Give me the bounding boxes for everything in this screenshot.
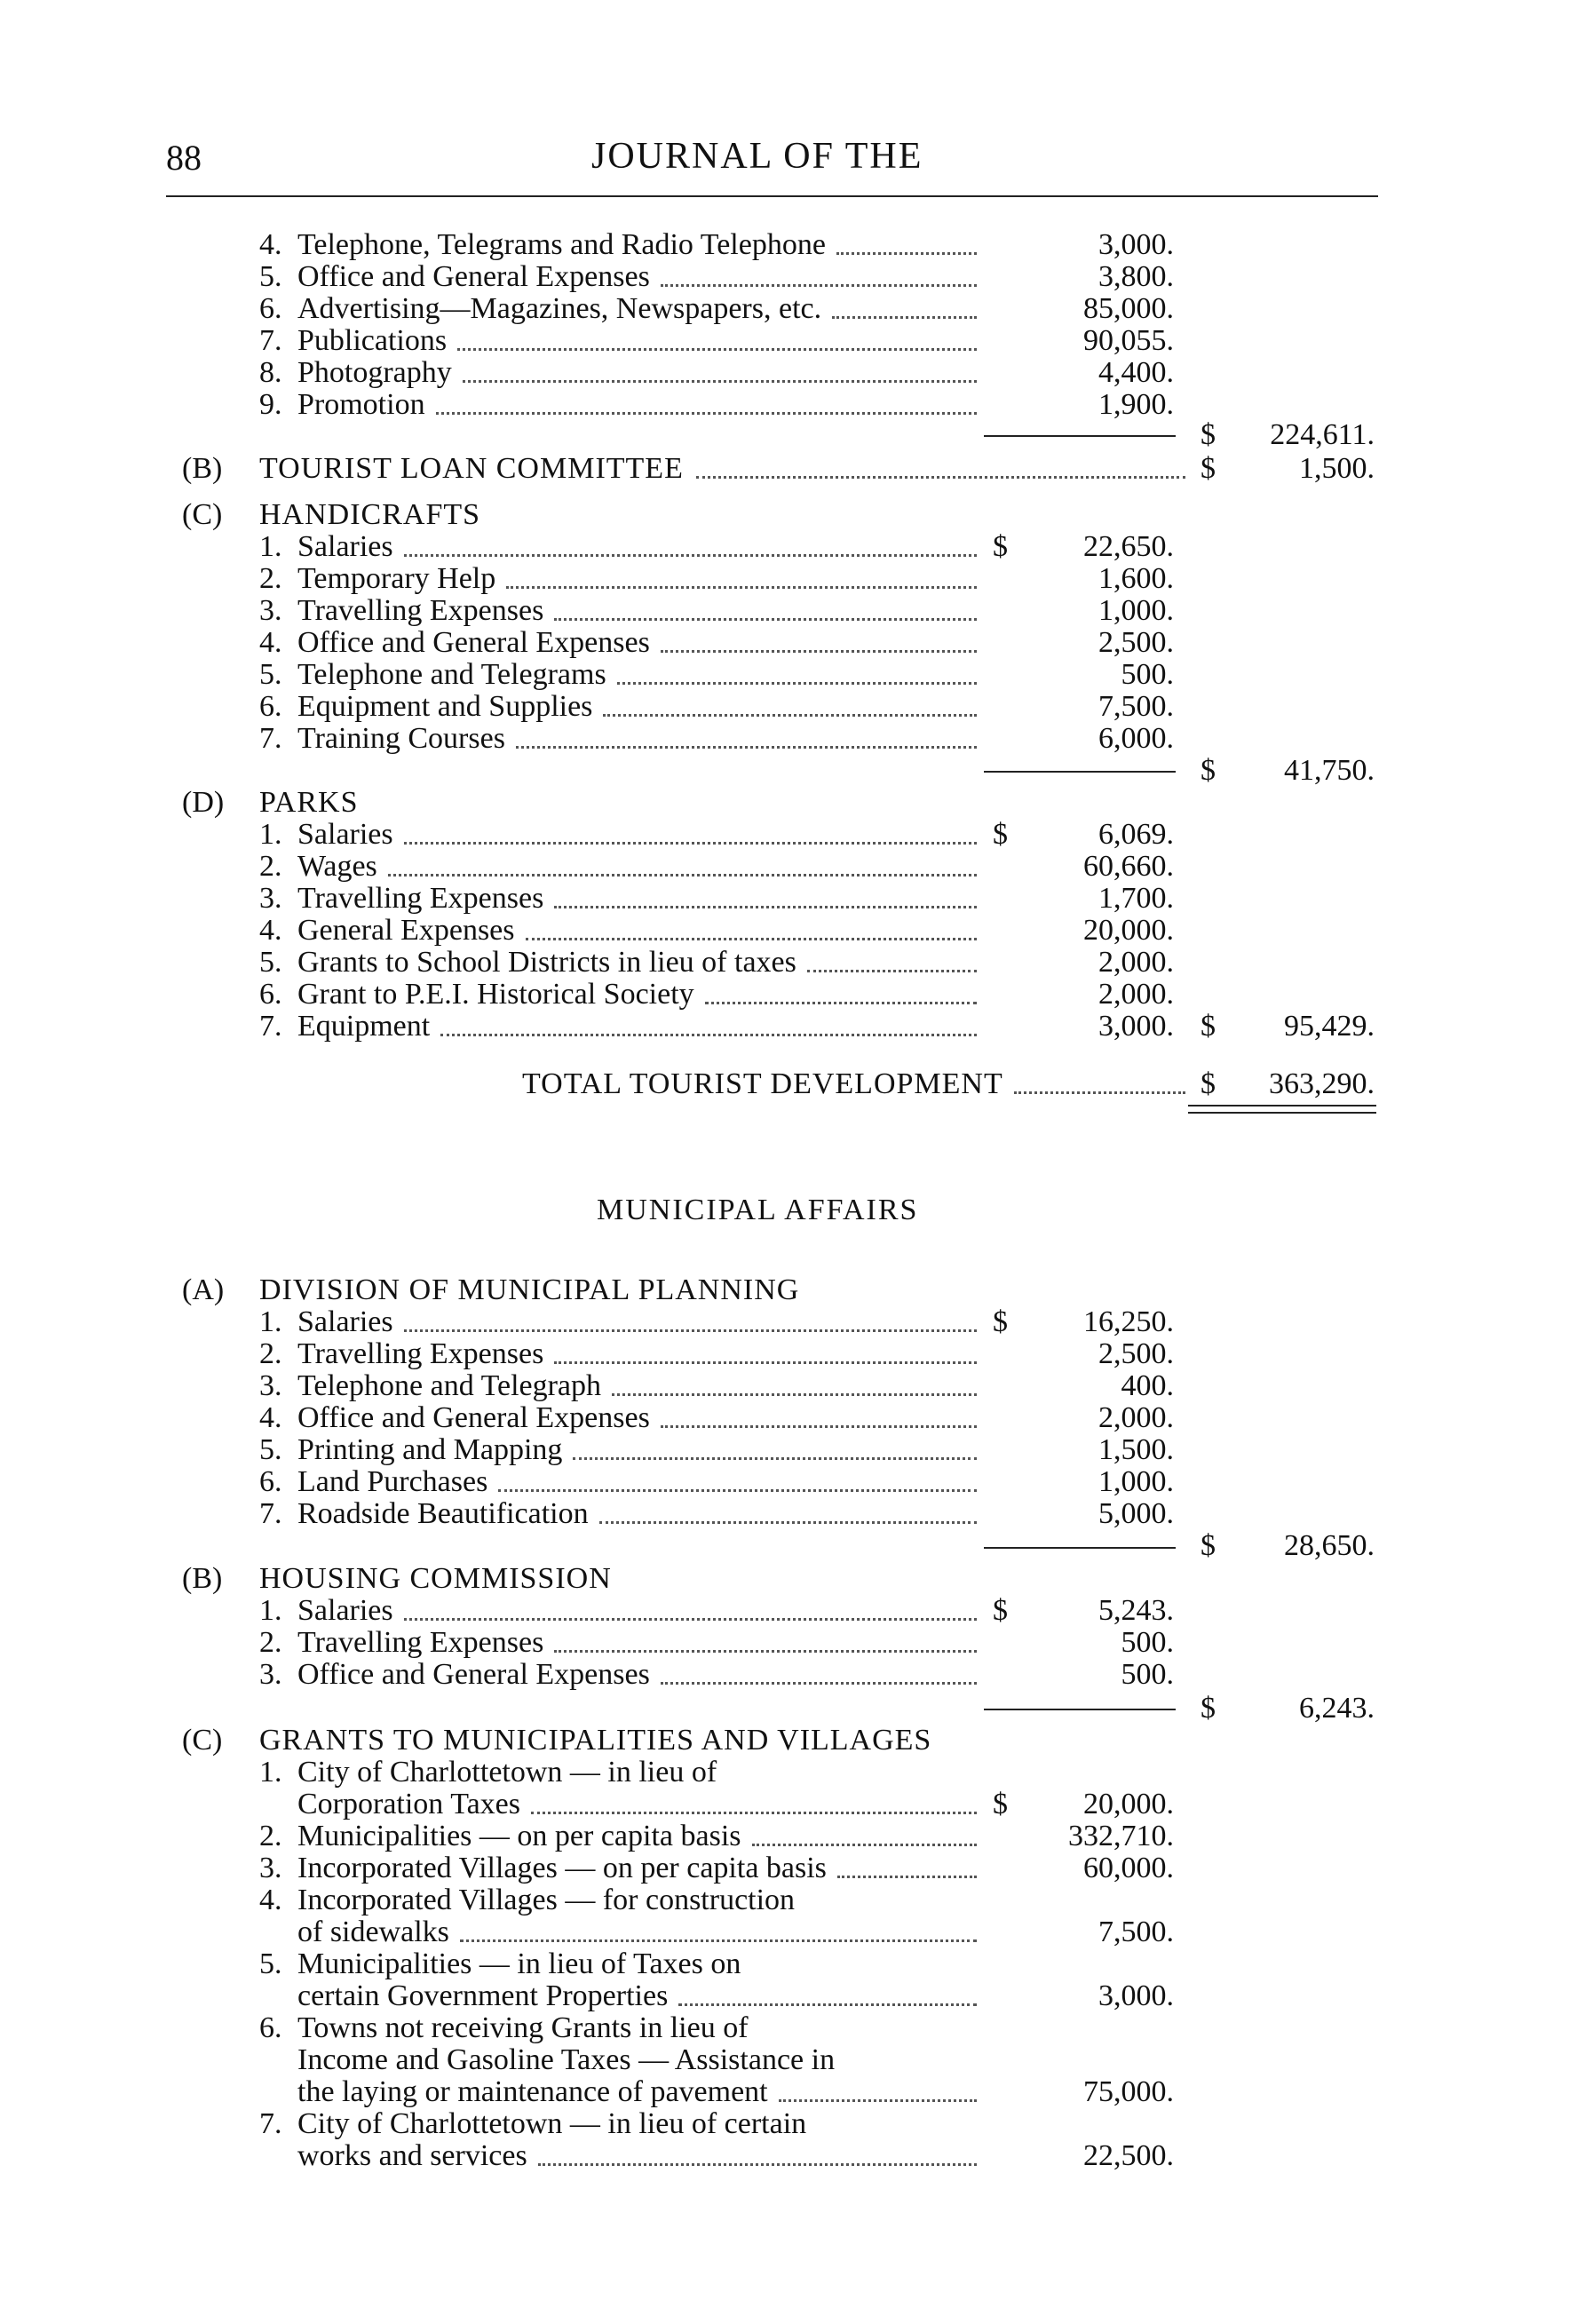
item-amount: 7,500. [1098,690,1174,723]
subtotal-amount: 1,500. [1299,452,1375,485]
dot-leader [440,1034,977,1036]
item-label: Salaries [297,818,393,851]
dot-leader [498,1489,977,1492]
item-label: Telephone and Telegrams [297,658,606,691]
item-label: Temporary Help [297,562,496,595]
item-amount: 3,000. [1098,1010,1174,1043]
item-label: Salaries [297,1594,393,1627]
dot-leader [531,1812,977,1814]
dot-leader [836,252,977,255]
dot-leader [661,650,977,653]
dot-leader [603,714,977,717]
item-number: 1. [259,530,282,563]
item-label: of sidewalks [297,1916,449,1948]
dot-leader [463,380,977,383]
item-number: 6. [259,978,282,1011]
dollar-sign: $ [1201,754,1216,787]
item-label: Land Purchases [297,1465,488,1498]
item-number: 2. [259,1337,282,1370]
dollar-sign: $ [1201,1692,1216,1725]
section-letter: (B) [182,452,223,485]
item-label: Travelling Expenses [297,1337,544,1370]
item-number: 1. [259,1305,282,1338]
item-amount: 22,500. [1083,2139,1174,2172]
item-label: Equipment [297,1010,431,1043]
item-number: 5. [259,946,282,979]
dot-leader [460,1939,977,1942]
dot-leader [506,586,977,589]
dot-leader [457,348,977,351]
section-letter: (D) [182,786,225,819]
dot-leader [696,476,1185,479]
dot-leader [554,1650,977,1653]
item-number: 5. [259,260,282,293]
total-double-rule [1188,1112,1376,1114]
subtotal-amount: 6,243. [1299,1692,1375,1725]
dot-leader [404,1618,977,1621]
item-number: 1. [259,818,282,851]
item-number: 5. [259,658,282,691]
item-label: Travelling Expenses [297,1626,544,1659]
dot-leader [554,906,977,908]
dot-leader [661,1425,977,1428]
item-number: 2. [259,850,282,883]
section-letter: (C) [182,498,223,531]
item-amount: 2,000. [1098,946,1174,979]
dollar-sign: $ [1201,452,1216,485]
section-letter: (B) [182,1562,223,1595]
item-number: 8. [259,356,282,389]
item-number: 6. [259,1465,282,1498]
dollar-sign: $ [993,530,1008,563]
item-amount: 500. [1121,1658,1174,1691]
dot-leader [612,1393,977,1396]
item-amount: 5,243. [1098,1594,1174,1627]
dot-leader [599,1521,977,1524]
item-amount: 16,250. [1083,1305,1174,1338]
dollar-sign: $ [1201,1010,1216,1043]
item-number: 3. [259,1658,282,1691]
item-label: Training Courses [297,722,505,755]
item-amount: 1,000. [1098,594,1174,627]
dot-leader [1014,1091,1185,1094]
dollar-sign: $ [993,1594,1008,1627]
item-label: Office and General Expenses [297,1658,650,1691]
dot-leader [752,1844,977,1846]
item-label: Roadside Beautification [297,1497,589,1530]
item-label: City of Charlottetown — in lieu of certain [297,2107,807,2140]
item-amount: 90,055. [1083,324,1174,357]
item-label: Incorporated Villages — for construction [297,1884,796,1916]
dot-leader [404,1329,977,1332]
item-label: Municipalities — on per capita basis [297,1820,741,1852]
item-label: Municipalities — in lieu of Taxes on [297,1947,741,1980]
municipal-heading: MUNICIPAL AFFAIRS [597,1194,919,1226]
dot-leader [832,316,977,319]
item-amount: 400. [1121,1369,1174,1402]
total-amount: 363,290. [1269,1067,1375,1100]
item-number: 6. [259,292,282,325]
item-number: 7. [259,324,282,357]
item-amount: 60,000. [1083,1852,1174,1884]
header-rule [166,195,1378,197]
item-number: 3. [259,1852,282,1884]
item-label: Telephone, Telegrams and Radio Telephone [297,228,826,261]
item-number: 4. [259,914,282,947]
item-number: 2. [259,1626,282,1659]
item-number: 2. [259,562,282,595]
item-label: Towns not receiving Grants in lieu of [297,2011,749,2044]
item-label: works and services [297,2139,527,2172]
section-title: PARKS [259,786,359,819]
section-title: TOURIST LOAN COMMITTEE [259,452,684,485]
item-label: certain Government Properties [297,1979,669,2012]
dollar-sign: $ [1201,1067,1216,1100]
item-number: 4. [259,626,282,659]
dot-leader [554,618,977,621]
item-label: Corporation Taxes [297,1788,520,1820]
item-number: 7. [259,1010,282,1043]
subtotal-rule [984,771,1176,773]
item-amount: 500. [1121,1626,1174,1659]
item-label: General Expenses [297,914,515,947]
item-label: Publications [297,324,448,357]
dollar-sign: $ [993,1305,1008,1338]
total-double-rule [1188,1105,1376,1106]
dollar-sign: $ [993,818,1008,851]
item-number: 5. [259,1947,282,1980]
dot-leader [538,2163,977,2166]
item-number: 7. [259,2107,282,2140]
item-amount: 22,650. [1083,530,1174,563]
item-amount: 1,700. [1098,882,1174,915]
item-number: 4. [259,1401,282,1434]
item-label: Office and General Expenses [297,260,650,293]
item-number: 6. [259,690,282,723]
item-label: Equipment and Supplies [297,690,593,723]
item-number: 3. [259,594,282,627]
item-number: 2. [259,1820,282,1852]
item-amount: 2,500. [1098,1337,1174,1370]
item-label: Wages [297,850,377,883]
subtotal-amount: 95,429. [1284,1010,1375,1043]
item-amount: 2,500. [1098,626,1174,659]
item-label: Printing and Mapping [297,1433,563,1466]
item-number: 7. [259,1497,282,1530]
dot-leader [526,938,977,940]
item-number: 4. [259,228,282,261]
dot-leader [573,1457,977,1460]
dot-leader [617,682,977,685]
item-amount: 3,000. [1098,1979,1174,2012]
item-amount: 2,000. [1098,978,1174,1011]
item-number: 3. [259,1369,282,1402]
item-amount: 1,500. [1098,1433,1174,1466]
dollar-sign: $ [1201,418,1216,451]
dot-leader [554,1361,977,1364]
item-amount: 332,710. [1068,1820,1174,1852]
subtotal-amount: 41,750. [1284,754,1375,787]
section-title: HOUSING COMMISSION [259,1562,612,1595]
item-amount: 20,000. [1083,914,1174,947]
item-amount: 7,500. [1098,1916,1174,1948]
section-title: GRANTS TO MUNICIPALITIES AND VILLAGES [259,1724,932,1757]
item-number: 1. [259,1594,282,1627]
section-letter: (C) [182,1724,223,1757]
subtotal-amount: 28,650. [1284,1529,1375,1562]
item-label: Income and Gasoline Taxes — Assistance in [297,2043,836,2076]
item-label: Salaries [297,530,393,563]
item-label: Travelling Expenses [297,594,544,627]
dot-leader [807,970,977,972]
subtotal-rule [984,1709,1176,1710]
dollar-sign: $ [1201,1529,1216,1562]
item-label: City of Charlottetown — in lieu of [297,1756,717,1789]
item-label: Salaries [297,1305,393,1338]
dot-leader [661,1682,977,1685]
section-letter: (A) [182,1273,225,1306]
page-title: JOURNAL OF THE [591,136,923,177]
item-amount: 6,000. [1098,722,1174,755]
subtotal-rule [984,435,1176,437]
subtotal-rule [984,1547,1176,1549]
item-label: Telephone and Telegraph [297,1369,602,1402]
dot-leader [404,554,977,557]
item-label: Office and General Expenses [297,626,650,659]
item-number: 6. [259,2011,282,2044]
subtotal-amount: 224,611. [1270,418,1375,451]
item-number: 3. [259,882,282,915]
item-amount: 75,000. [1083,2075,1174,2108]
dot-leader [436,412,977,415]
item-label: Grant to P.E.I. Historical Society [297,978,694,1011]
item-number: 5. [259,1433,282,1466]
dot-leader [705,1002,977,1004]
total-label: TOTAL TOURIST DEVELOPMENT [522,1067,1003,1100]
item-amount: 60,660. [1083,850,1174,883]
section-title: HANDICRAFTS [259,498,481,531]
dot-leader [661,284,977,287]
item-label: Office and General Expenses [297,1401,650,1434]
item-amount: 1,600. [1098,562,1174,595]
item-amount: 1,900. [1098,388,1174,421]
dot-leader [837,1876,977,1878]
item-amount: 2,000. [1098,1401,1174,1434]
item-number: 4. [259,1884,282,1916]
item-amount: 20,000. [1083,1788,1174,1820]
item-label: Promotion [297,388,425,421]
item-label: Photography [297,356,452,389]
item-label: the laying or maintenance of pavement [297,2075,768,2108]
item-amount: 4,400. [1098,356,1174,389]
item-label: Incorporated Villages — on per capita basis [297,1852,827,1884]
item-amount: 6,069. [1098,818,1174,851]
item-amount: 500. [1121,658,1174,691]
page-number: 88 [166,138,202,178]
item-label: Advertising—Magazines, Newspapers, etc. [297,292,822,325]
item-amount: 3,000. [1098,228,1174,261]
dot-leader [404,842,977,845]
item-number: 7. [259,722,282,755]
item-number: 1. [259,1756,282,1789]
dot-leader [779,2099,977,2102]
item-amount: 5,000. [1098,1497,1174,1530]
item-number: 9. [259,388,282,421]
item-label: Travelling Expenses [297,882,544,915]
item-label: Grants to School Districts in lieu of taxes [297,946,796,979]
dot-leader [678,2003,977,2006]
item-amount: 3,800. [1098,260,1174,293]
item-amount: 85,000. [1083,292,1174,325]
item-amount: 1,000. [1098,1465,1174,1498]
dot-leader [388,874,977,876]
dollar-sign: $ [993,1788,1008,1820]
dot-leader [516,746,977,749]
section-title: DIVISION OF MUNICIPAL PLANNING [259,1273,800,1306]
